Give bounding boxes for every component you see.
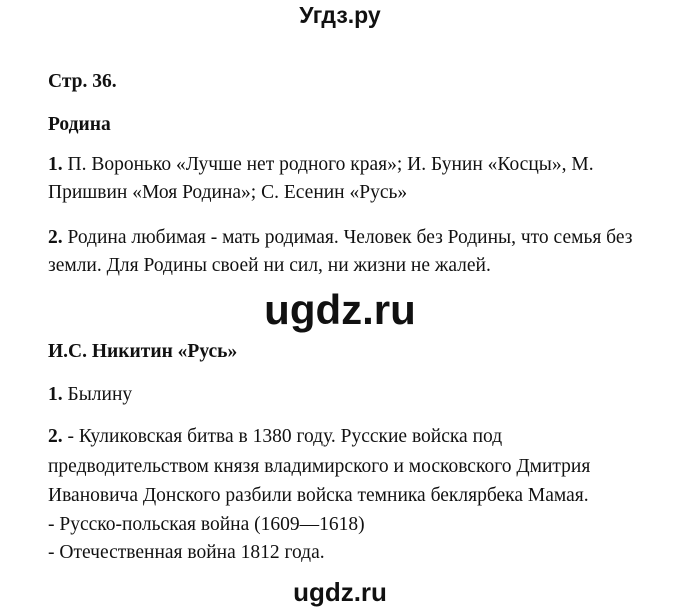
answer-line: 1. Былину	[48, 384, 133, 405]
answer-line: Пришвин «Моя Родина»; С. Есенин «Русь»	[48, 182, 408, 203]
answer-line: 2. - Куликовская битва в 1380 году. Русские войска под	[48, 426, 503, 447]
footer-site[interactable]: ugdz.ru	[293, 577, 387, 607]
section-title: И.С. Никитин «Русь»	[48, 341, 238, 362]
page-label: Стр. 36.	[48, 71, 117, 92]
answer-line: 2. Родина любимая - мать родимая. Человек без Родины, что семья без	[48, 227, 633, 248]
answer-line: Ивановича Донского разбили войска темника беклярбека Мамая.	[48, 485, 589, 506]
answer-line: - Отечественная война 1812 года.	[48, 542, 325, 563]
answer-line: - Русско-польская война (1609—1618)	[48, 514, 365, 535]
answer-line: 1. П. Воронько «Лучше нет родного края»; И. Бунин «Косцы», М.	[48, 154, 594, 175]
site-title[interactable]: Угдз.ру	[299, 2, 381, 28]
answer-line: земли. Для Родины своей ни сил, ни жизни не жалей.	[48, 255, 491, 276]
section-title: Родина	[48, 114, 111, 135]
answer-line: предводительством князя владимирского и московского Дмитрия	[48, 456, 591, 477]
watermark: ugdz.ru	[264, 286, 416, 333]
